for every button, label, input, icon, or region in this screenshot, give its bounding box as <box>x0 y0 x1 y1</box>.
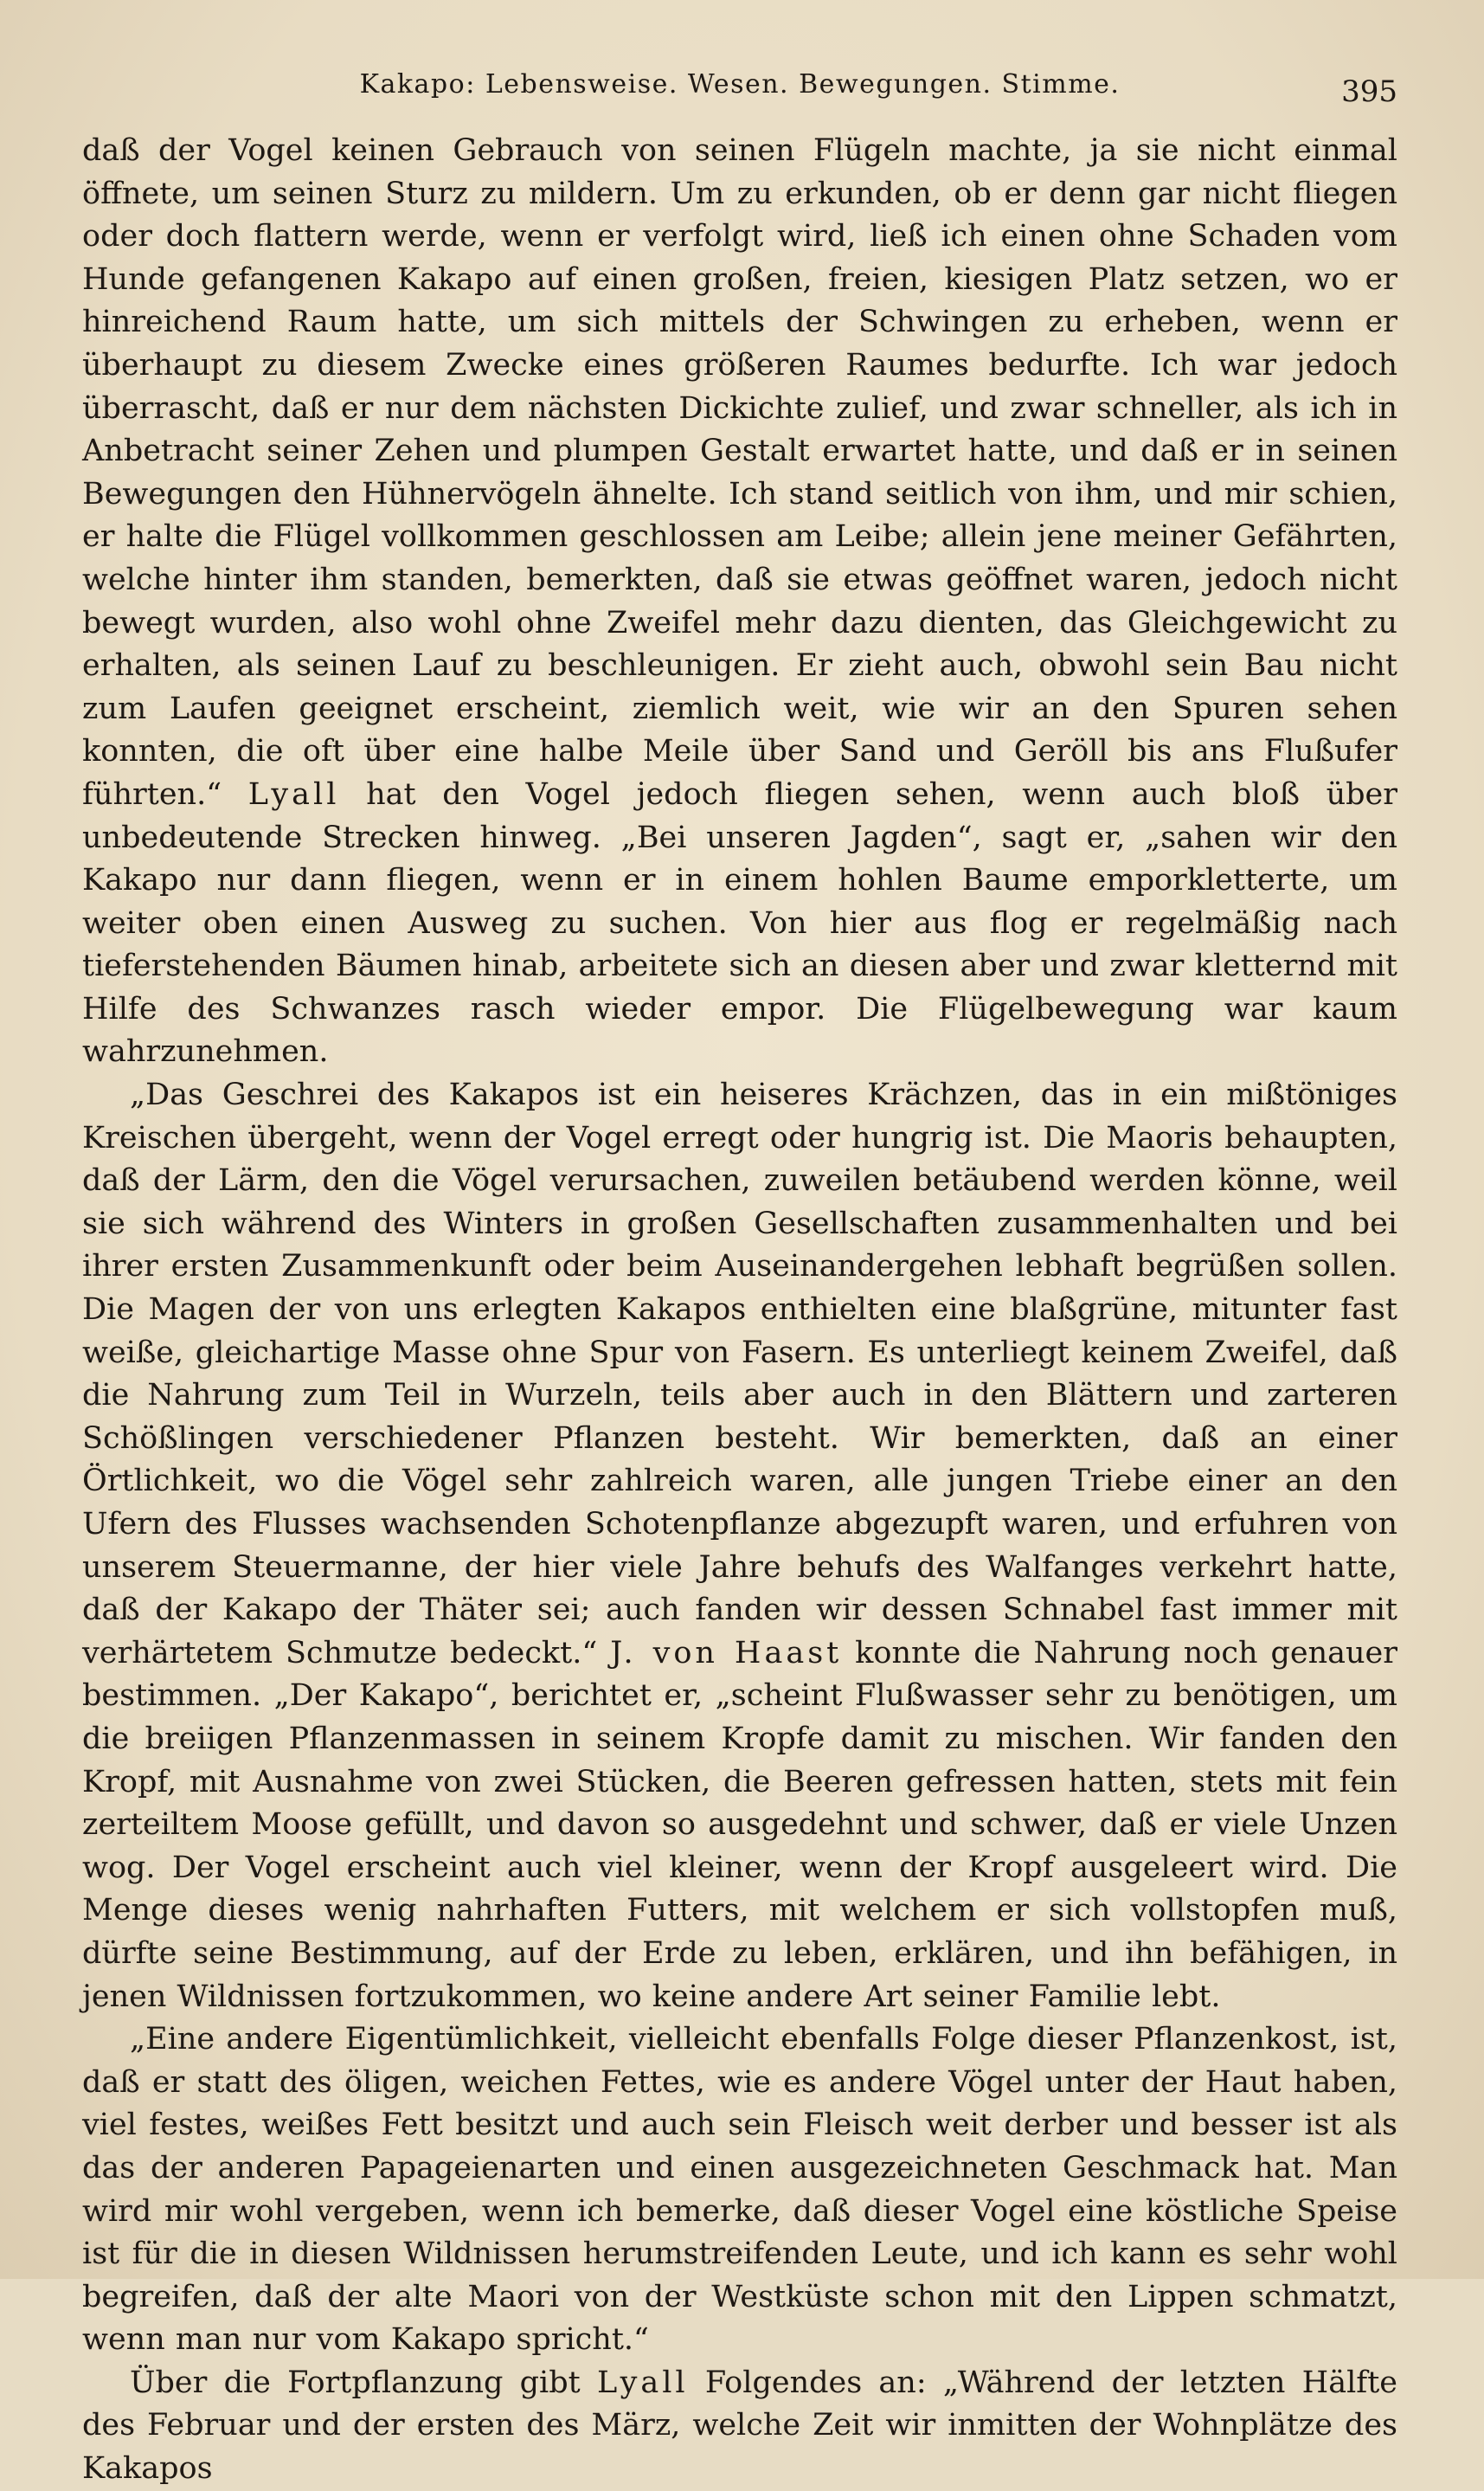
author-name: Lyall <box>247 776 340 812</box>
paragraph <box>82 2362 1397 2491</box>
page-number: 395 <box>1341 74 1397 109</box>
text-run: „Eine andere Eigentümlichkeit, vielleicht ebenfalls Folge dieser Pflanzenkost, ist, daß er statt des öligen, weichen Fettes, wie es andere Vögel unter der Haut haben, viel festes, weißes Fett besitzt und auch sein Fleisch weit derber und besser ist als das der anderen Papageienarten und einen ausgezeichneten Geschmack hat. Man wird mir wohl vergeben, wenn ich bemerke, daß dieser Vogel eine köstliche Speise ist für die in diesen Wildnissen herumstreifenden Leute, und ich kann es sehr wohl begreifen, daß der alte Maori von der Westküste schon mit den Lippen schmatzt, wenn man nur vom Kakapo spricht.“ <box>82 2022 1397 2358</box>
paragraph <box>82 1074 1397 2018</box>
text-run: hat den Vogel jedoch fliegen sehen, wenn auch bloß über unbedeutende Strecken hinweg. „Bei unseren Jagden“, sagt er, „sahen wir den Kakapo nur dann fliegen, wenn er in einem hohlen Baume emporkletterte, um weiter oben einen Ausweg zu suchen. Von hier aus flog er regelmäßig nach tieferstehenden Bäumen hinab, arbeitete sich an diesen aber und zwar kletternd mit Hilfe des Schwanzes rasch wieder empor. Die Flügelbewegung war kaum wahrzunehmen. <box>82 776 1397 1070</box>
body-text <box>82 130 1397 2491</box>
text-run: daß der Vogel keinen Gebrauch von seinen Flügeln machte, ja sie nicht einmal öffnete, um seinen Sturz zu mildern. Um zu erkunden, ob er denn gar nicht fliegen oder doch flattern werde, wenn er verfolgt wird, ließ ich einen ohne Schaden vom Hunde gefangenen Kakapo auf einen großen, freien, kiesigen Platz setzen, wo er hinreichend Raum hatte, um sich mittels der Schwingen zu erheben, wenn er überhaupt zu diesem Zwecke eines größeren Raumes bedurfte. Ich war jedoch überrascht, daß er nur dem nächsten Dickichte zulief, und zwar schneller, als ich in Anbetracht seiner Zehen und plumpen Gestalt erwartet hatte, und daß er in seinen Bewegungen den Hühnervögeln ähnelte. Ich stand seitlich von ihm, und mir schien, er halte die Flügel vollkommen geschlossen am Leibe; allein jene meiner Gefährten, welche hinter ihm standen, bemerkten, daß sie etwas geöffnet waren, jedoch nicht bewegt wurden, also wohl ohne Zweifel mehr dazu dienten, das Gleichgewicht zu erhalten, als seinen Lauf zu beschleunigen. Er zieht auch, obwohl sein Bau nicht zum Laufen geeignet erscheint, ziemlich weit, wie wir an den Spuren sehen konnten, die oft über eine halbe Meile über Sand und Geröll bis ans Flußufer führten.“ <box>82 133 1397 812</box>
text-run: „Das Geschrei des Kakapos ist ein heiseres Krächzen, das in ein mißtöniges Kreischen übergeht, wenn der Vogel erregt oder hungrig ist. Die Maoris behaupten, daß der Lärm, den die Vögel verursachen, zuweilen betäubend werden könne, weil sie sich während des Winters in großen Gesellschaften zusammenhalten und bei ihrer ersten Zusammenkunft oder beim Auseinandergehen lebhaft begrüßen sollen. Die Magen der von uns erlegten Kakapos enthielten eine blaßgrüne, mitunter fast weiße, gleichartige Masse ohne Spur von Fasern. Es unterliegt keinem Zweifel, daß die Nahrung zum Teil in Wurzeln, teils aber auch in den Blättern und zarteren Schößlingen verschiedener Pflanzen besteht. Wir bemerkten, daß an einer Örtlichkeit, wo die Vögel sehr zahlreich waren, alle jungen Triebe einer an den Ufern des Flusses wachsenden Schotenpflanze abgezupft waren, und erfuhren von unserem Steuermanne, der hier viele Jahre behufs des Walfanges verkehrt hatte, daß der Kakapo der Thäter sei; auch fanden wir dessen Schnabel fast immer mit verhärtetem Schmutze bedeckt.“ <box>82 1078 1397 1670</box>
paragraph <box>82 2018 1397 2362</box>
author-name: Lyall <box>596 2365 689 2400</box>
text-run: Folgendes an: „Während der letzten Hälfte des Februar und der ersten des März, welche Zeit wir inmitten der Wohnplätze des Kakapos <box>82 2365 1397 2487</box>
paragraph <box>82 130 1397 1074</box>
author-name: J. von Haast <box>610 1635 843 1670</box>
running-title: Kakapo: Lebensweise. Wesen. Bewegungen. Stimme. <box>359 69 1121 100</box>
text-run: konnte die Nahrung noch genauer bestimmen. „Der Kakapo“, berichtet er, „scheint Flußwasser sehr zu benötigen, um die breiigen Pflanzenmassen in seinem Kropfe damit zu mischen. Wir fanden den Kropf, mit Ausnahme von zwei Stücken, die Beeren gefressen hatten, stets mit fein zerteiltem Moose gefüllt, und davon so ausgedehnt und schwer, daß er viele Unzen wog. Der Vogel erscheint auch viel kleiner, wenn der Kropf ausgeleert wird. Die Menge dieses wenig nahrhaften Futters, mit welchem er sich vollstopfen muß, dürfte seine Bestimmung, auf der Erde zu leben, erklären, und ihn befähigen, in jenen Wildnissen fortzukommen, wo keine andere Art seiner Familie lebt. <box>82 1635 1397 2014</box>
text-run: Über die Fortpflanzung gibt <box>130 2365 597 2400</box>
page-header <box>82 69 1397 113</box>
